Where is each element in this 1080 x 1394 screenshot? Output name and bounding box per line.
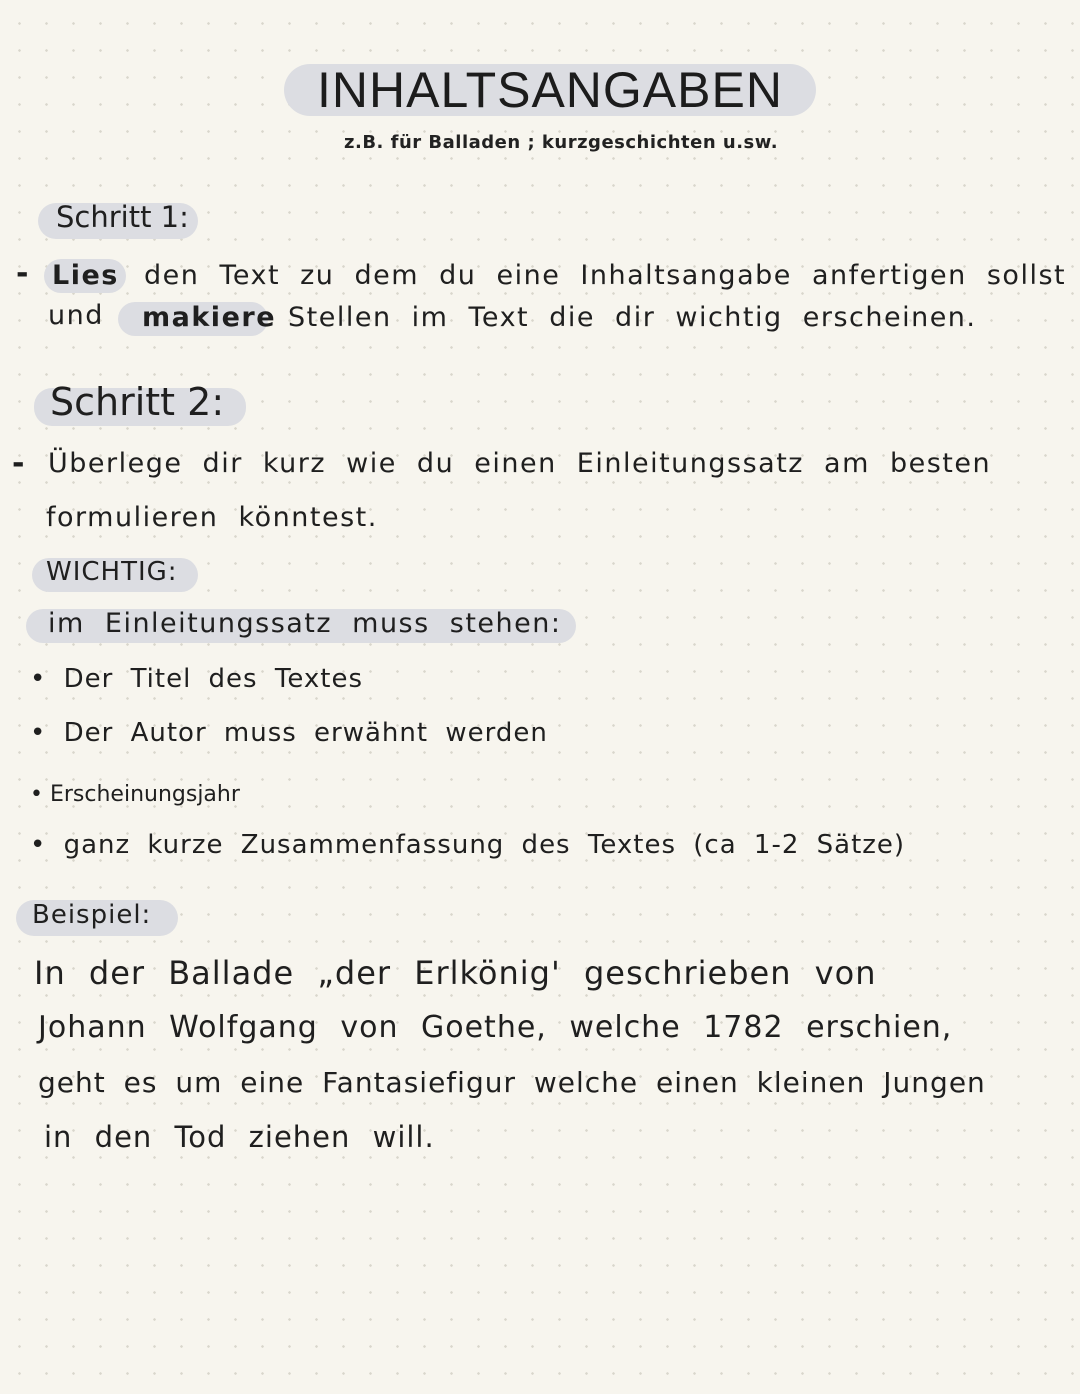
step1-und: und bbox=[48, 300, 104, 331]
page-title: INHALTSANGABEN bbox=[317, 62, 783, 118]
step2-heading: Schritt 2: bbox=[50, 380, 225, 424]
example-heading: Beispiel: bbox=[32, 900, 152, 930]
important-heading: WICHTIG: bbox=[46, 557, 178, 587]
example-line: geht es um eine Fantasiefigur welche einen kleinen Jungen bbox=[38, 1066, 986, 1099]
step2-line2: formulieren könntest. bbox=[46, 502, 378, 533]
important-intro: im Einleitungssatz muss stehen: bbox=[48, 608, 562, 639]
step1-makiere: makiere bbox=[142, 302, 277, 333]
step1-line2: Stellen im Text die dir wichtig erscheinen. bbox=[288, 302, 977, 333]
step1-heading: Schritt 1: bbox=[56, 200, 189, 234]
example-line: in den Tod ziehen will. bbox=[44, 1120, 435, 1154]
step1-lies: Lies bbox=[52, 260, 119, 291]
step2-line1: Überlege dir kurz wie du einen Einleitungssatz am besten bbox=[48, 448, 992, 479]
page-subtitle: z.B. für Balladen ; kurzgeschichten u.sw. bbox=[344, 132, 779, 153]
step2-bullet: - bbox=[12, 446, 25, 481]
step1-line1: den Text zu dem du eine Inhaltsangabe anfertigen sollst bbox=[144, 260, 1067, 291]
list-item: • Der Titel des Textes bbox=[30, 664, 363, 694]
list-item: • ganz kurze Zusammenfassung des Textes (ca 1-2 Sätze) bbox=[30, 830, 906, 860]
example-line: Johann Wolfgang von Goethe, welche 1782 erschien, bbox=[38, 1010, 953, 1045]
list-item: • Der Autor muss erwähnt werden bbox=[30, 718, 548, 748]
step1-bullet: - bbox=[16, 256, 29, 291]
list-item: • Erscheinungsjahr bbox=[30, 782, 240, 807]
example-line: In der Ballade „der Erlkönig' geschrieben von bbox=[34, 954, 877, 992]
